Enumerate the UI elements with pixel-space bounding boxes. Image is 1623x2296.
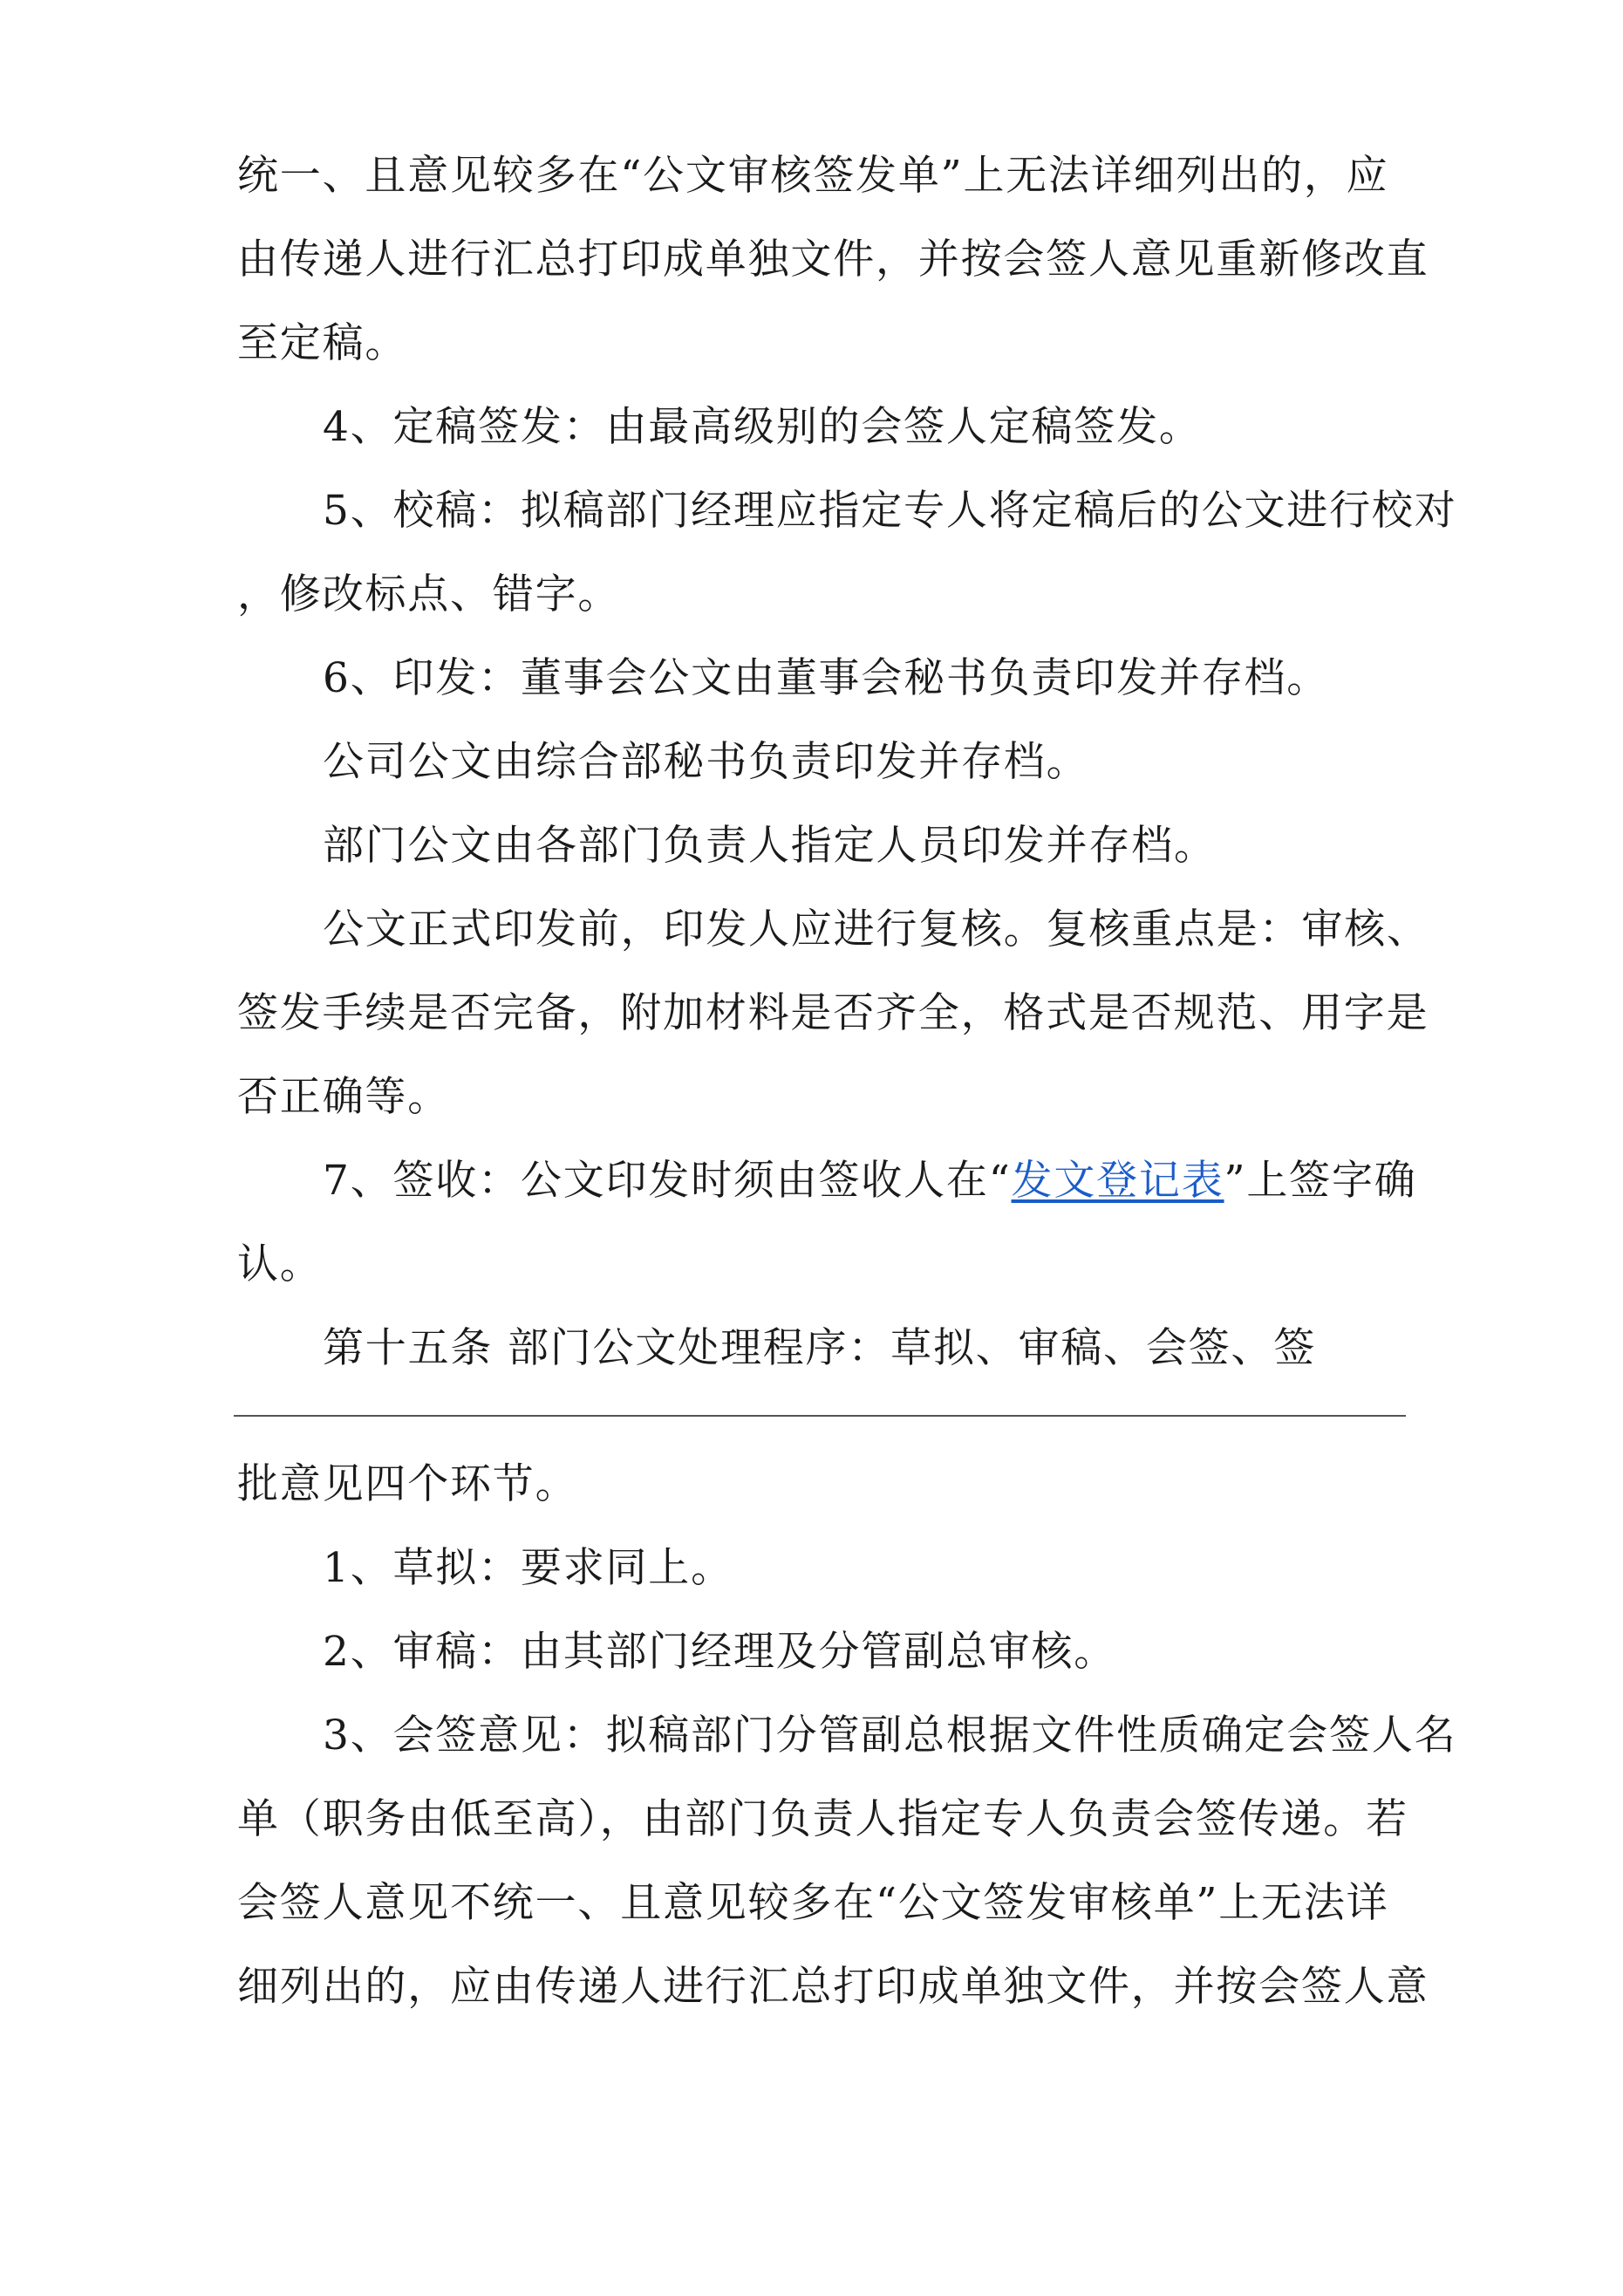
list-item-3: 3、会签意见：拟稿部门分管副总根据文件性质确定会签人名 [323, 1712, 1457, 1760]
list-item-4: 4、定稿签发：由最高级别的会签人定稿签发。 [323, 403, 1202, 451]
body-text-line: ，修改标点、错字。 [237, 571, 621, 618]
body-text-line: 至定稿。 [237, 319, 408, 367]
list-item-5: 5、校稿：拟稿部门经理应指定专人将定稿后的公文进行校对 [323, 487, 1457, 535]
page-divider [234, 1415, 1406, 1417]
body-text-line: 会签人意见不统一、且意见较多在“公文签发审核单”上无法详 [237, 1879, 1389, 1927]
body-paragraph: 部门公文由各部门负责人指定人员印发并存档。 [323, 822, 1217, 870]
body-paragraph: 公司公文由综合部秘书负责印发并存档。 [323, 738, 1089, 786]
sign-line-prefix: 7、签收：公文印发时须由签收人在“ [323, 1157, 1012, 1205]
body-paragraph: 公文正式印发前，印发人应进行复核。复核重点是：审核、 [323, 905, 1429, 953]
body-text-line: 单（职务由低至高），由部门负责人指定专人负责会签传递。若 [237, 1795, 1408, 1843]
body-text-line: 签发手续是否完备，附加材料是否齐全，格式是否规范、用字是 [237, 989, 1429, 1037]
list-item-7 [323, 1155, 1417, 1207]
body-text-line: 认。 [237, 1240, 323, 1288]
sign-line-suffix: ”上签字确 [1224, 1157, 1417, 1205]
list-item-1: 1、草拟：要求同上。 [323, 1544, 733, 1592]
registration-form-link[interactable]: 发文登记表 [1011, 1157, 1224, 1205]
body-text-line: 统一、且意见较多在“公文审核签发单”上无法详细列出的，应 [237, 152, 1389, 200]
list-item-6: 6、印发：董事会公文由董事会秘书负责印发并存档。 [323, 654, 1330, 702]
body-text-line: 批意见四个环节。 [237, 1460, 578, 1508]
body-text-line: 否正确等。 [237, 1073, 450, 1121]
body-text-line: 细列出的，应由传递人进行汇总打印成单独文件，并按会签人意 [237, 1963, 1429, 2011]
list-item-2: 2、审稿：由其部门经理及分管副总审核。 [323, 1628, 1117, 1676]
article-heading: 第十五条 部门公文处理程序：草拟、审稿、会签、签 [323, 1324, 1317, 1372]
body-text-line: 由传递人进行汇总打印成单独文件，并按会签人意见重新修改直 [237, 236, 1429, 284]
